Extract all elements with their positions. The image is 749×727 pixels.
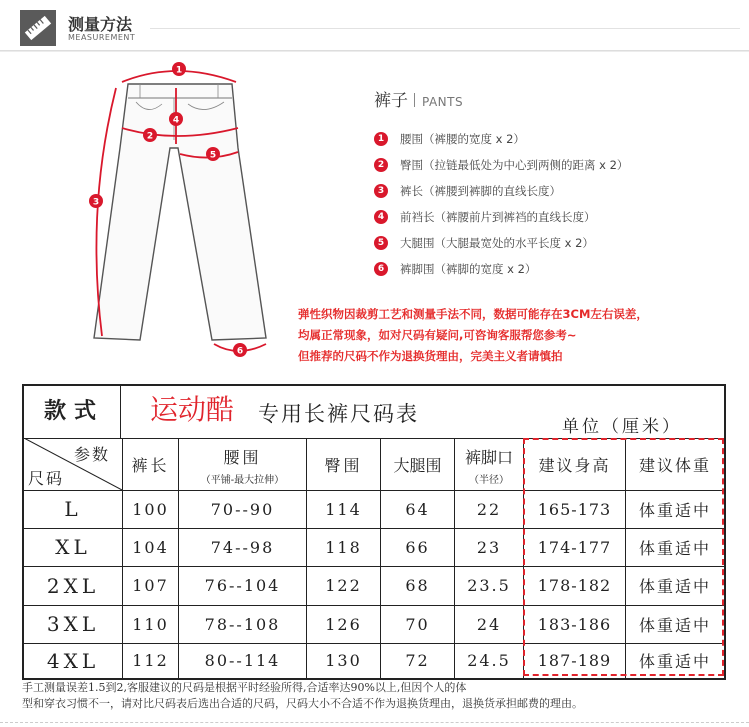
ruler-icon <box>20 10 56 46</box>
size-cell: 4XL <box>46 648 100 673</box>
thigh-cell: 64 <box>405 499 430 519</box>
marker-2 <box>143 128 157 142</box>
hem-cell: 24 <box>476 614 502 634</box>
table-footnote <box>22 680 726 712</box>
legend-item-text: 裤脚围（裤脚的宽度 x 2） <box>400 262 537 276</box>
header-subtitle: MEASUREMENT <box>68 33 136 42</box>
height-cell: 187-189 <box>537 651 612 670</box>
length-cell: 107 <box>132 576 169 595</box>
size-cell: 3XL <box>46 612 100 636</box>
legend-item <box>374 183 734 209</box>
waist-cell: 74--98 <box>210 537 275 557</box>
table-title: 专用长裤尺码表 <box>258 402 419 426</box>
legend-item-text: 腰围（裤腰的宽度 x 2） <box>400 132 525 146</box>
header-waist-label: 腰围 <box>223 448 262 467</box>
weight-cell: 体重适中 <box>638 615 711 635</box>
section-header <box>0 0 749 52</box>
legend-item <box>374 261 734 287</box>
length-cell: 104 <box>132 537 169 557</box>
height-cell: 178-182 <box>537 576 612 595</box>
svg-text:3: 3 <box>92 197 100 208</box>
legend-item <box>374 131 734 157</box>
legend-title <box>374 86 734 111</box>
marker-3 <box>89 194 103 208</box>
legend-item-text: 臀围（拉链最低处为中心到两侧的距离 x 2） <box>400 158 629 172</box>
table-label-style: 款式 <box>44 399 105 424</box>
weight-cell: 体重适中 <box>638 500 711 520</box>
note-line: 但推荐的尺码不作为退换货理由，完美主义者请慎拍 <box>298 349 563 363</box>
legend-item-text: 大腿围（大腿最宽处的水平长度 x 2） <box>400 236 594 250</box>
marker-6 <box>233 343 247 357</box>
numbered-circle-icon: 5 <box>374 236 388 250</box>
svg-text:6: 6 <box>236 346 244 357</box>
legend-title-separator <box>414 93 415 107</box>
weight-cell: 体重适中 <box>638 577 711 596</box>
measurement-legend <box>374 86 734 287</box>
corner-params: 参数 <box>74 445 111 464</box>
hip-cell: 122 <box>325 576 362 595</box>
note-line: 均属正常现象，如对尺码有疑问,可咨询客服帮您参考~ <box>298 328 577 342</box>
height-cell: 183-186 <box>537 614 612 634</box>
hem-cell: 24.5 <box>467 651 511 670</box>
waist-cell: 78--108 <box>204 614 281 634</box>
weight-cell: 体重适中 <box>638 538 711 558</box>
header-hem <box>455 439 523 490</box>
table-unit: 单位（厘米） <box>562 417 682 437</box>
svg-text:2: 2 <box>146 131 154 142</box>
hem-cell: 22 <box>476 499 502 519</box>
bottom-divider <box>0 722 749 724</box>
legend-item <box>374 157 734 183</box>
measurement-notes <box>298 304 728 367</box>
legend-title-en: PANTS <box>422 95 464 109</box>
numbered-circle-icon: 6 <box>374 262 388 276</box>
legend-title-cn: 裤子 <box>374 91 408 111</box>
header-length: 裤长 <box>131 456 170 475</box>
header-divider <box>150 28 740 29</box>
hip-cell: 130 <box>325 651 362 670</box>
pants-diagram <box>76 58 276 366</box>
height-cell: 174-177 <box>537 537 612 557</box>
length-cell: 112 <box>132 651 169 670</box>
header-hem-label: 裤脚口 <box>464 448 513 467</box>
header-hem-note: （半径） <box>469 475 509 486</box>
hem-cell: 23 <box>476 537 502 557</box>
header-waist <box>179 439 306 490</box>
waist-cell: 76--104 <box>204 576 281 595</box>
grid-line <box>120 386 121 438</box>
size-cell: L <box>64 497 82 521</box>
numbered-circle-icon: 4 <box>374 210 388 224</box>
thigh-cell: 68 <box>405 576 430 595</box>
thigh-cell: 66 <box>405 537 430 557</box>
corner-size: 尺码 <box>28 469 65 488</box>
size-cell: XL <box>55 535 91 559</box>
legend-item <box>374 209 734 235</box>
footnote-line: 型和穿衣习惯不一，请对比尺码表后选出合适的尺码，尺码大小不合适不作为退换货理由，退换货承担邮费的理由。 <box>22 697 583 710</box>
legend-item-text: 前裆长（裤腰前片到裤裆的直线长度） <box>400 210 596 224</box>
hip-cell: 118 <box>325 537 362 557</box>
header-thigh: 大腿围 <box>393 456 442 475</box>
header-shadow <box>0 50 749 52</box>
note-line: 弹性织物因裁剪工艺和测量手法不同，数据可能存在3CM左右误差， <box>298 307 648 321</box>
thigh-cell: 72 <box>405 651 430 670</box>
thigh-cell: 70 <box>405 614 430 634</box>
weight-cell: 体重适中 <box>638 652 711 671</box>
size-cell: 2XL <box>46 573 100 598</box>
header-hip: 臀围 <box>324 456 363 475</box>
svg-text:1: 1 <box>175 65 183 76</box>
hip-cell: 114 <box>325 499 362 519</box>
marker-5 <box>206 147 220 161</box>
hip-cell: 126 <box>325 614 362 634</box>
numbered-circle-icon: 1 <box>374 132 388 146</box>
waist-cell: 80--114 <box>204 651 281 670</box>
header-waist-note: （平铺-最大拉伸） <box>200 475 285 486</box>
svg-text:5: 5 <box>209 150 217 161</box>
legend-item <box>374 235 734 261</box>
height-cell: 165-173 <box>537 499 612 519</box>
numbered-circle-icon: 2 <box>374 158 388 172</box>
hem-cell: 23.5 <box>467 576 511 595</box>
header-weight: 建议体重 <box>638 456 711 475</box>
header-height: 建议身高 <box>538 456 611 475</box>
svg-text:4: 4 <box>172 115 180 126</box>
numbered-circle-icon: 3 <box>374 184 388 198</box>
legend-list <box>374 131 734 287</box>
header-title: 测量方法 <box>68 15 133 34</box>
length-cell: 110 <box>132 614 169 634</box>
marker-4 <box>169 112 183 126</box>
footnote-line: 手工测量误差1.5到2,客服建议的尺码是根据平时经验所得,合适率达90%以上,但因个人的体 <box>22 681 467 694</box>
legend-item-text: 裤长（裤腰到裤脚的直线长度） <box>400 184 561 198</box>
length-cell: 100 <box>132 499 169 519</box>
brand-name: 运动酷 <box>150 393 235 426</box>
marker-1 <box>172 62 186 76</box>
size-chart-table <box>22 384 726 680</box>
waist-cell: 70--90 <box>210 499 275 519</box>
